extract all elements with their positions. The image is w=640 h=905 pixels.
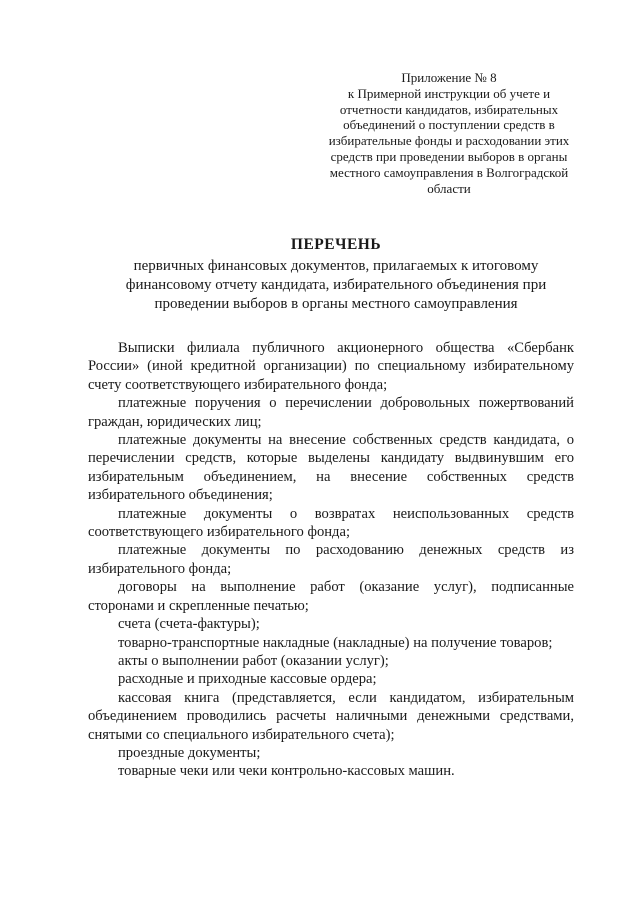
body-line: расходные и приходные кассовые ордера;: [118, 671, 377, 688]
title-block: [88, 236, 584, 314]
appendix-line: отчетности кандидатов, избирательных: [339, 101, 559, 117]
body-line: избирательным объединением, на внесение собственных средств: [88, 468, 574, 485]
body-line: договоры на выполнение работ (оказание услуг), подписанные: [118, 579, 574, 596]
body-line: счета (счета-фактуры);: [118, 616, 260, 633]
body-line: избирательного фонда;: [88, 560, 232, 577]
appendix-line: объединений о поступлении средств в: [343, 117, 555, 133]
appendix-line: местного самоуправления в Волгоградской: [329, 164, 569, 180]
subtitle-line: проведении выборов в органы местного самоуправления: [154, 296, 518, 312]
body-line: проездные документы;: [118, 744, 261, 761]
appendix-line: Приложение № 8: [401, 70, 497, 85]
body-line: снятыми со специального избирательного счета);: [88, 726, 395, 743]
body-line: платежные документы о возвратах неиспользованных средств: [118, 505, 574, 522]
body-line: соответствующего избирательного фонда;: [88, 524, 351, 541]
appendix-line: области: [427, 180, 471, 196]
body-line: избирательного объединения;: [88, 487, 273, 504]
appendix-line: средств при проведении выборов в органы: [330, 148, 568, 164]
body-line: товарно-транспортные накладные (накладные) на получение товаров;: [118, 634, 553, 651]
body-line: Выписки филиала публичного акционерного общества «Сбербанк: [118, 340, 574, 356]
appendix-line: избирательные фонды и расходовании этих: [328, 133, 570, 149]
body-line: платежные поручения о перечислении добровольных пожертвований: [118, 395, 574, 412]
document-title: ПЕРЕЧЕНЬ: [290, 236, 382, 253]
body-line: сторонами и скрепленные печатью;: [88, 597, 309, 614]
body-line: платежные документы по расходованию денежных средств из: [118, 542, 574, 559]
body-line: перечислении средств, которые выделены кандидату выдвинувшим его: [88, 450, 574, 467]
body-line: товарные чеки или чеки контрольно-кассовых машин.: [118, 763, 455, 780]
body-line: объединением проводились расчеты наличными денежными средствами,: [88, 708, 574, 725]
body-line: кассовая книга (представляется, если кандидатом, избирательным: [118, 689, 574, 706]
document-body: [88, 339, 574, 781]
body-line: акты о выполнении работ (оказании услуг);: [118, 652, 389, 669]
body-line: счету соответствующего избирательного фонда;: [88, 376, 388, 393]
appendix-note: [318, 70, 580, 196]
subtitle-line: финансовому отчету кандидата, избирательного объединения при: [125, 277, 547, 293]
appendix-line: к Примерной инструкции об учете и: [347, 85, 551, 101]
subtitle-line: первичных финансовых документов, прилагаемых к итоговому: [133, 258, 539, 274]
body-line: платежные документы на внесение собственных средств кандидата, о: [118, 432, 574, 449]
body-line: России» (иной кредитной организации) по специальному избирательному: [88, 358, 574, 375]
body-line: граждан, юридических лиц;: [88, 413, 262, 430]
document-subtitle: [88, 257, 584, 314]
